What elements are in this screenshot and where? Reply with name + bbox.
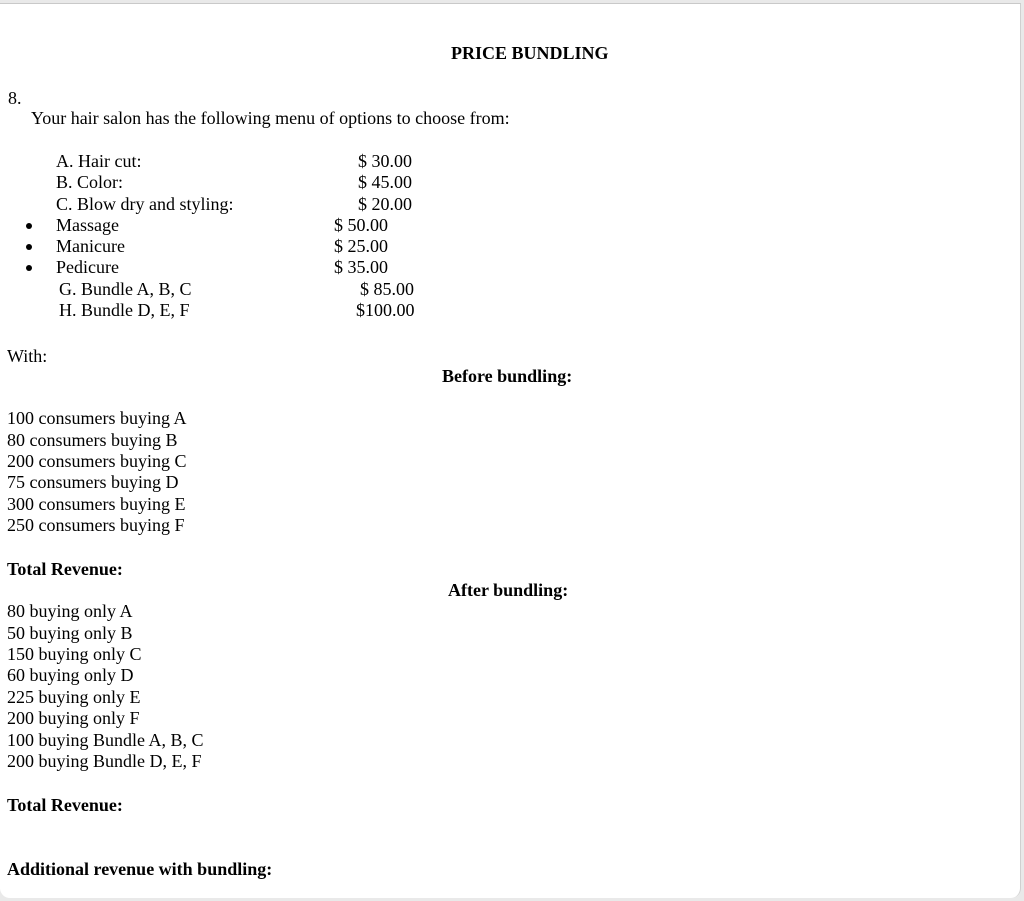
document-page [0,3,1021,898]
menu-item-label: C. Blow dry and styling: [56,194,234,214]
menu-item-label: Manicure [56,236,125,256]
menu-item-price: $100.00 [356,300,415,320]
list-item: 50 buying only B [7,623,133,643]
total-revenue-after: Total Revenue: [7,795,123,815]
before-bundling-heading: Before bundling: [442,366,573,386]
list-item: 200 buying only F [7,708,140,728]
total-revenue-before: Total Revenue: [7,559,123,579]
after-bundling-heading: After bundling: [448,580,569,600]
menu-item-label: Massage [56,215,119,235]
list-item: 300 consumers buying E [7,494,186,514]
bullet-icon [26,244,32,250]
menu-item-price: $ 45.00 [358,172,412,192]
list-item: 150 buying only C [7,644,142,664]
menu-item-price: $ 25.00 [334,236,388,256]
menu-item-label: H. Bundle D, E, F [59,300,190,320]
list-item: 75 consumers buying D [7,472,179,492]
bullet-icon [26,265,32,271]
menu-item-label: G. Bundle A, B, C [59,279,192,299]
list-item: 250 consumers buying F [7,515,185,535]
list-item: 225 buying only E [7,687,141,707]
list-item: 100 consumers buying A [7,408,187,428]
list-item: 200 buying Bundle D, E, F [7,751,202,771]
menu-item-label: Pedicure [56,257,119,277]
menu-item-price: $ 35.00 [334,257,388,277]
menu-item-label: A. Hair cut: [56,151,142,171]
list-item: 200 consumers buying C [7,451,187,471]
list-item: 80 consumers buying B [7,430,178,450]
list-item: 80 buying only A [7,601,133,621]
with-label: With: [7,346,48,366]
page-title: PRICE BUNDLING [451,43,609,63]
menu-item-price: $ 30.00 [358,151,412,171]
additional-revenue-label: Additional revenue with bundling: [7,859,273,879]
list-item: 100 buying Bundle A, B, C [7,730,204,750]
menu-item-price: $ 20.00 [358,194,412,214]
list-item: 60 buying only D [7,665,134,685]
bullet-icon [26,223,32,229]
menu-item-price: $ 50.00 [334,215,388,235]
menu-item-price: $ 85.00 [360,279,414,299]
question-number: 8. [8,88,22,108]
intro-text: Your hair salon has the following menu of options to choose from: [31,108,510,128]
menu-item-label: B. Color: [56,172,124,192]
